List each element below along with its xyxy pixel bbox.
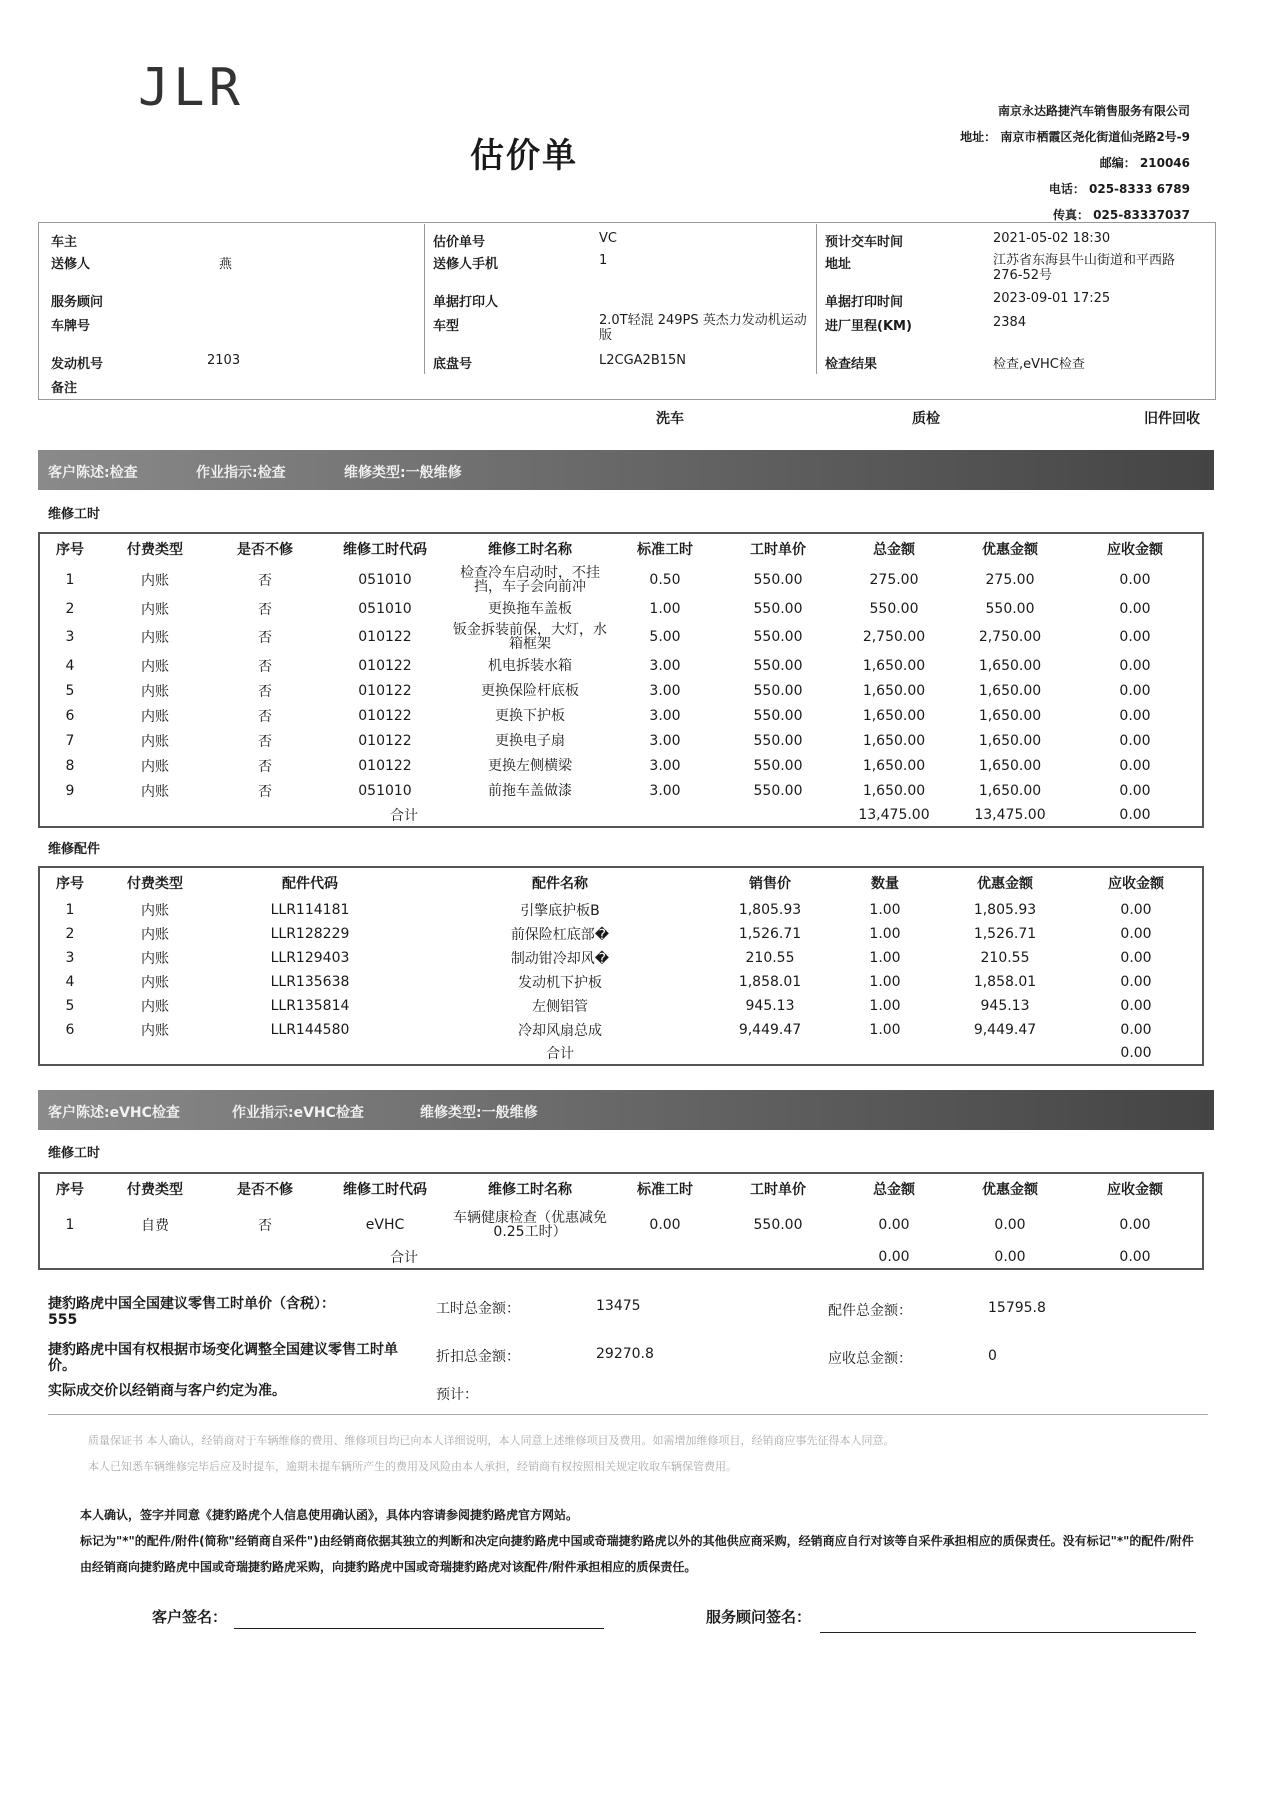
- vin-label: 底盘号: [433, 357, 473, 372]
- fine-print-line: 本人已知悉车辆维修完毕后应及时提车，逾期未提车辆所产生的费用及风险由本人承担，经销商有权按照相关规定收取车辆保管费用。: [88, 1460, 737, 1473]
- company-info: [960, 98, 1190, 228]
- table-cell: 0.00: [1119, 629, 1151, 646]
- parts-table: [38, 866, 1204, 1066]
- table-cell: 更换拖车盖板: [488, 600, 572, 617]
- wash-label: 洗车: [656, 411, 684, 427]
- table-cell: 7: [65, 733, 75, 750]
- jlr-logo: JLR: [138, 58, 244, 118]
- table-cell: 3.00: [649, 783, 681, 800]
- table-cell: 2: [65, 926, 75, 942]
- table-cell: 550.00: [753, 629, 803, 646]
- parts-header-row: [39, 867, 1203, 898]
- table-cell: 1,858.01: [738, 974, 802, 990]
- old-parts-label: 旧件回收: [1144, 411, 1200, 427]
- printer-label: 单据打印人: [433, 295, 499, 310]
- table-cell: 1,805.93: [738, 902, 802, 918]
- address-label: 地址: [825, 257, 852, 272]
- mileage-label: 进厂里程(KM): [825, 319, 912, 334]
- total-label: 合计: [390, 1250, 418, 1266]
- table-cell: 发动机下护板: [518, 975, 602, 991]
- table-cell: 内账: [141, 927, 169, 943]
- table-cell: 1,650.00: [978, 657, 1042, 674]
- table-cell: 检查冷车启动时，不挂挡，车子会向前冲: [460, 565, 600, 595]
- table-cell: 0.00: [1119, 600, 1151, 617]
- labor-total-discount: 13,475.00: [974, 807, 1046, 823]
- labor-total-row: [39, 804, 1203, 827]
- col-header: 总金额: [873, 542, 915, 558]
- table-cell: 左侧铝管: [532, 999, 588, 1015]
- labor2-total-row: [39, 1246, 1203, 1269]
- table-cell: 0.00: [878, 1217, 910, 1233]
- labor-total-receivable: 0.00: [1119, 807, 1151, 823]
- table-cell: 引擎底护板B: [520, 903, 600, 919]
- parts-total-label: 配件总金额：: [828, 1303, 912, 1319]
- table-cell: 0.00: [1120, 902, 1152, 918]
- consent-note-line: 本人确认，签字并同意《捷豹路虎个人信息使用确认函》，具体内容请参阅捷豹路虎官方网站。: [80, 1508, 579, 1522]
- table-cell: 内账: [141, 784, 169, 801]
- labor2-total-receivable: 0.00: [1119, 1249, 1151, 1265]
- table-cell: 更换电子扇: [495, 733, 565, 750]
- table-cell: 内账: [141, 708, 169, 725]
- sender-value: 燕: [219, 257, 233, 272]
- table-cell: 内账: [141, 951, 169, 967]
- estimate-no-value: VC: [599, 231, 617, 246]
- col-header: 序号: [56, 876, 84, 892]
- table-row: [39, 729, 1203, 754]
- customer-statement: 客户陈述:检查: [48, 465, 138, 481]
- sender-label: 送修人: [51, 257, 91, 272]
- table-cell: 1.00: [869, 926, 901, 942]
- table-cell: 钣金拆装前保，大灯，水箱框架: [453, 622, 607, 653]
- table-cell: 4: [65, 657, 75, 674]
- table-cell: 车辆健康检查（优惠减免0.25工时）: [453, 1210, 607, 1240]
- table-cell: 内账: [141, 734, 169, 751]
- table-cell: 1,650.00: [978, 783, 1042, 800]
- table-cell: 6: [65, 1022, 75, 1038]
- table-cell: 010122: [358, 758, 412, 775]
- retail-rate-note: [48, 1296, 408, 1328]
- col-header: 总金额: [873, 1182, 915, 1198]
- receivable-total-label: 应收总金额：: [828, 1351, 912, 1367]
- table-cell: 更换左侧横梁: [488, 758, 572, 775]
- table-cell: 否: [258, 708, 272, 725]
- labor2-total-amount: 0.00: [878, 1249, 910, 1265]
- vehicle-info-block: [38, 222, 1216, 400]
- customer-statement: 客户陈述:eVHC检查: [48, 1105, 180, 1121]
- info-divider: [816, 224, 817, 374]
- parts-total-value: 15795.8: [988, 1300, 1046, 1316]
- table-cell: 550.00: [753, 758, 803, 775]
- table-cell: 3: [65, 950, 75, 966]
- table-cell: 否: [258, 1218, 272, 1234]
- labor-total-value: 13475: [596, 1298, 641, 1314]
- table-cell: 6: [65, 707, 75, 724]
- table-cell: 1,650.00: [862, 783, 926, 800]
- vin-value: L2CGA2B15N: [599, 353, 687, 368]
- table-cell: 010122: [358, 682, 412, 699]
- table-cell: 1.00: [869, 1022, 901, 1038]
- table-cell: 内账: [141, 658, 169, 675]
- table-cell: 2: [65, 600, 75, 617]
- section-bar-inspection: [38, 450, 1214, 490]
- table-cell: 5: [65, 998, 75, 1014]
- adjust-note: 捷豹路虎中国有权根据市场变化调整全国建议零售工时单价。: [48, 1342, 398, 1374]
- table-cell: 1.00: [869, 950, 901, 966]
- table-cell: 8: [65, 758, 75, 775]
- table-cell: 3: [65, 629, 75, 646]
- table-cell: 否: [258, 759, 272, 776]
- table-cell: 否: [258, 630, 272, 647]
- table-row: [39, 898, 1203, 922]
- parts-total-row: [39, 1042, 1203, 1065]
- table-cell: 内账: [141, 975, 169, 991]
- col-header: 标准工时: [637, 542, 693, 558]
- table-cell: 945.13: [980, 998, 1030, 1014]
- table-cell: 0.00: [1119, 707, 1151, 724]
- total-label: 合计: [546, 1046, 574, 1062]
- col-header: 维修工时代码: [343, 1182, 427, 1198]
- col-header: 序号: [56, 1182, 84, 1198]
- col-header: 付费类型: [127, 1182, 183, 1198]
- table-cell: 1,650.00: [862, 657, 926, 674]
- table-row: [39, 1018, 1203, 1042]
- table-cell: 3.00: [649, 733, 681, 750]
- table-row: [39, 703, 1203, 728]
- repair-type: 维修类型:一般维修: [344, 465, 462, 481]
- table-cell: 010122: [358, 657, 412, 674]
- consent-note-line: 标记为"*"的配件/附件(简称"经销商自采件")由经销商依据其独立的判断和决定向捷豹路虎中国或奇瑞捷豹路虎以外的其他供应商采购，经销商应自行对该等自采件承担相应的质保责任。没有标记"*"的配件/附件: [80, 1534, 1194, 1548]
- table-row: [39, 946, 1203, 970]
- delivery-value: 2021-05-02 18:30: [993, 231, 1111, 246]
- table-cell: 1.00: [869, 902, 901, 918]
- table-cell: 275.00: [869, 572, 919, 588]
- actual-price-note: 实际成交价以经销商与客户约定为准。: [48, 1383, 286, 1399]
- labor2-section-title: 维修工时: [48, 1146, 101, 1161]
- table-row: [39, 564, 1203, 596]
- work-instruction: 作业指示:eVHC检查: [232, 1105, 364, 1121]
- table-cell: 0.00: [1120, 926, 1152, 942]
- col-header: 维修工时代码: [343, 542, 427, 558]
- table-cell: 275.00: [985, 572, 1035, 588]
- retail-rate-label: 捷豹路虎中国全国建议零售工时单价（含税）：: [48, 1296, 335, 1312]
- col-header: 工时单价: [750, 1182, 806, 1198]
- print-time-label: 单据打印时间: [825, 295, 904, 310]
- table-cell: 否: [258, 601, 272, 618]
- col-header: 应收金额: [1107, 1182, 1163, 1198]
- print-time-value: 2023-09-01 17:25: [993, 291, 1111, 306]
- table-cell: 1,650.00: [978, 682, 1042, 699]
- table-cell: 051010: [358, 600, 412, 617]
- table-cell: 1,650.00: [978, 758, 1042, 775]
- table-cell: 550.00: [985, 600, 1035, 617]
- table-cell: 1.00: [649, 600, 681, 617]
- estimate-label: 预计：: [436, 1387, 478, 1403]
- table-cell: 550.00: [753, 733, 803, 750]
- plate-label: 车牌号: [51, 319, 91, 334]
- col-header: 优惠金额: [982, 1182, 1038, 1198]
- total-label: 合计: [390, 808, 418, 824]
- col-header: 标准工时: [637, 1182, 693, 1198]
- old-parts-checkbox[interactable]: [1144, 408, 1200, 428]
- table-cell: 冷却风扇总成: [518, 1023, 602, 1039]
- qc-checkbox[interactable]: [912, 408, 940, 428]
- divider: [48, 1414, 1208, 1415]
- table-cell: 0.00: [1119, 758, 1151, 775]
- work-instruction: 作业指示:检查: [196, 465, 286, 481]
- table-cell: 3.00: [649, 657, 681, 674]
- table-cell: LLR128229: [270, 926, 350, 942]
- table-cell: 0.00: [649, 1217, 681, 1233]
- sender-phone-label: 送修人手机: [433, 257, 499, 272]
- company-postcode: 邮编： 210046: [1099, 156, 1190, 170]
- table-cell: 0.00: [1119, 657, 1151, 674]
- table-cell: 9,449.47: [973, 1022, 1037, 1038]
- table-cell: 制动钳冷却风�: [510, 951, 610, 967]
- table-cell: 550.00: [869, 600, 919, 617]
- table-cell: 否: [258, 683, 272, 700]
- consent-note-line: 由经销商向捷豹路虎中国或奇瑞捷豹路虎采购，向捷豹路虎中国或奇瑞捷豹路虎对该配件/附件承担相应的质保责任。: [80, 1560, 697, 1574]
- table-cell: 210.55: [745, 950, 795, 966]
- table-cell: 1,526.71: [973, 926, 1037, 942]
- table-cell: 010122: [358, 733, 412, 750]
- wash-checkbox[interactable]: [656, 408, 684, 428]
- col-header: 数量: [871, 876, 899, 892]
- table-cell: 更换保险杆底板: [481, 682, 579, 699]
- labor2-body: [39, 1204, 1203, 1246]
- table-cell: 否: [258, 784, 272, 801]
- discount-total-value: 29270.8: [596, 1346, 654, 1362]
- fine-print: [88, 1428, 1218, 1480]
- table-cell: 0.00: [1119, 572, 1151, 588]
- customer-signature-label: 客户签名：: [152, 1608, 228, 1626]
- table-cell: 3.00: [649, 758, 681, 775]
- advisor-signature-label: 服务顾问签名：: [706, 1608, 812, 1626]
- col-header: 付费类型: [127, 542, 183, 558]
- owner-label: 车主: [51, 235, 78, 250]
- table-cell: 550.00: [753, 783, 803, 800]
- table-cell: eVHC: [365, 1217, 405, 1233]
- labor-total-amount: 13,475.00: [858, 807, 930, 823]
- table-cell: 0.50: [649, 572, 681, 588]
- company-fax: 传真： 025-83337037: [1052, 208, 1190, 222]
- table-cell: 010122: [358, 629, 412, 646]
- remark-label: 备注: [51, 381, 78, 396]
- table-cell: 4: [65, 974, 75, 990]
- table-cell: 210.55: [980, 950, 1030, 966]
- table-row: [39, 922, 1203, 946]
- table-cell: 0.00: [1119, 1217, 1151, 1233]
- table-cell: 1,650.00: [978, 707, 1042, 724]
- evhc-labor-table: [38, 1172, 1204, 1270]
- table-cell: 9: [65, 783, 75, 800]
- company-phone: 电话： 025-8333 6789: [1048, 182, 1190, 196]
- table-cell: 051010: [358, 572, 412, 588]
- advisor-signature-line[interactable]: [820, 1632, 1196, 1633]
- page-title: 估价单: [470, 136, 578, 176]
- table-cell: 内账: [141, 573, 169, 589]
- table-cell: 前拖车盖做漆: [488, 783, 572, 800]
- table-cell: 550.00: [753, 657, 803, 674]
- table-cell: 内账: [141, 630, 169, 647]
- table-row: [39, 596, 1203, 621]
- col-header: 维修工时名称: [488, 542, 572, 558]
- table-cell: LLR144580: [270, 1022, 350, 1038]
- labor-body: [39, 564, 1203, 804]
- col-header: 优惠金额: [977, 876, 1033, 892]
- table-cell: 内账: [141, 601, 169, 618]
- labor-header-row: [39, 533, 1203, 564]
- table-cell: 内账: [141, 683, 169, 700]
- company-name: 南京永达路捷汽车销售服务有限公司: [997, 104, 1190, 118]
- table-cell: 2,750.00: [978, 629, 1042, 646]
- estimate-no-label: 估价单号: [433, 235, 486, 250]
- table-cell: 内账: [141, 999, 169, 1015]
- advisor-label: 服务顾问: [51, 295, 104, 310]
- table-cell: 945.13: [745, 998, 795, 1014]
- labor2-header-row: [39, 1173, 1203, 1204]
- table-cell: 2,750.00: [862, 629, 926, 646]
- inspection-label: 检查结果: [825, 357, 878, 372]
- col-header: 配件名称: [532, 876, 588, 892]
- table-cell: 1,805.93: [973, 902, 1037, 918]
- inspection-value: 检查,eVHC检查: [993, 357, 1085, 372]
- table-row: [39, 754, 1203, 779]
- table-cell: 9,449.47: [738, 1022, 802, 1038]
- table-cell: 0.00: [1120, 950, 1152, 966]
- table-cell: 1,650.00: [862, 707, 926, 724]
- table-cell: 1: [65, 1217, 75, 1233]
- table-cell: 1,526.71: [738, 926, 802, 942]
- table-cell: 3.00: [649, 682, 681, 699]
- table-cell: 1: [65, 572, 75, 588]
- table-cell: 0.00: [1119, 733, 1151, 750]
- consent-notes: [80, 1502, 1220, 1580]
- table-cell: 1,650.00: [862, 758, 926, 775]
- table-cell: 内账: [141, 759, 169, 776]
- table-cell: 550.00: [753, 600, 803, 617]
- table-cell: 010122: [358, 707, 412, 724]
- col-header: 优惠金额: [982, 542, 1038, 558]
- table-cell: 1,650.00: [978, 733, 1042, 750]
- sender-phone-value: 1: [599, 253, 608, 268]
- col-header: 配件代码: [282, 876, 338, 892]
- table-cell: 0.00: [1119, 682, 1151, 699]
- table-cell: 1.00: [869, 974, 901, 990]
- table-cell: 550.00: [753, 682, 803, 699]
- customer-signature-line[interactable]: [234, 1628, 604, 1629]
- col-header: 销售价: [749, 876, 791, 892]
- labor2-total-discount: 0.00: [994, 1249, 1026, 1265]
- table-cell: 否: [258, 734, 272, 751]
- parts-body: [39, 898, 1203, 1042]
- table-cell: 内账: [141, 903, 169, 919]
- table-cell: 0.00: [994, 1217, 1026, 1233]
- labor-table: [38, 532, 1204, 828]
- section-bar-evhc: [38, 1090, 1214, 1130]
- col-header: 维修工时名称: [488, 1182, 572, 1198]
- table-row: [39, 1204, 1203, 1246]
- delivery-label: 预计交车时间: [825, 235, 904, 250]
- table-cell: 0.00: [1119, 783, 1151, 800]
- col-header: 付费类型: [127, 876, 183, 892]
- table-cell: 1: [65, 902, 75, 918]
- table-cell: 内账: [141, 1023, 169, 1039]
- table-cell: 5: [65, 682, 75, 699]
- repair-type: 维修类型:一般维修: [420, 1105, 538, 1121]
- table-cell: 1.00: [869, 998, 901, 1014]
- labor-total-label: 工时总金额：: [436, 1301, 520, 1317]
- table-cell: 前保险杠底部�: [510, 927, 610, 943]
- table-cell: 1,650.00: [862, 682, 926, 699]
- table-cell: 1,858.01: [973, 974, 1037, 990]
- discount-total-label: 折扣总金额：: [436, 1349, 520, 1365]
- table-cell: 0.00: [1120, 1022, 1152, 1038]
- table-row: [39, 621, 1203, 653]
- table-cell: 0.00: [1120, 998, 1152, 1014]
- mileage-value: 2384: [993, 315, 1027, 330]
- table-row: [39, 678, 1203, 703]
- col-header: 序号: [56, 542, 84, 558]
- col-header: 工时单价: [750, 542, 806, 558]
- table-cell: 051010: [358, 783, 412, 800]
- table-cell: LLR114181: [270, 902, 350, 918]
- address-value: 江苏省东海县牛山街道和平西路276-52号: [993, 253, 1176, 283]
- table-cell: 550.00: [753, 707, 803, 724]
- fine-print-line: 质量保证书 本人确认，经销商对于车辆维修的费用、维修项目均已向本人详细说明，本人同意上述维修项目及费用。如需增加维修项目，经销商应事先征得本人同意。: [88, 1434, 895, 1447]
- parts-section-title: 维修配件: [48, 842, 101, 857]
- col-header: 是否不修: [237, 1182, 293, 1198]
- qc-label: 质检: [912, 411, 940, 427]
- table-cell: 否: [258, 658, 272, 675]
- info-divider: [424, 224, 425, 374]
- table-cell: 否: [258, 573, 272, 589]
- model-label: 车型: [433, 319, 460, 334]
- engine-value: 2103: [207, 353, 241, 368]
- labor-section-title: 维修工时: [48, 507, 101, 522]
- table-row: [39, 970, 1203, 994]
- engine-label: 发动机号: [51, 357, 104, 372]
- col-header: 应收金额: [1107, 542, 1163, 558]
- col-header: 是否不修: [237, 542, 293, 558]
- company-address: 地址： 南京市栖霞区尧化街道仙尧路2号-9: [960, 130, 1190, 144]
- table-cell: 更换下护板: [495, 707, 565, 724]
- parts-total-receivable: 0.00: [1120, 1045, 1152, 1061]
- receivable-total-value: 0: [988, 1348, 997, 1364]
- table-cell: LLR129403: [270, 950, 350, 966]
- retail-rate-value: 555: [48, 1312, 78, 1328]
- table-row: [39, 779, 1203, 804]
- table-cell: 机电拆装水箱: [488, 657, 572, 674]
- table-cell: 自费: [141, 1218, 169, 1234]
- table-cell: LLR135638: [270, 974, 350, 990]
- table-cell: 5.00: [649, 629, 681, 646]
- table-cell: 550.00: [753, 572, 803, 588]
- col-header: 应收金额: [1108, 876, 1164, 892]
- table-row: [39, 994, 1203, 1018]
- table-cell: 550.00: [753, 1217, 803, 1233]
- table-cell: 1,650.00: [862, 733, 926, 750]
- table-row: [39, 653, 1203, 678]
- table-cell: 3.00: [649, 707, 681, 724]
- model-value: 2.0T轻混 249PS 英杰力发动机运动版: [599, 313, 807, 343]
- table-cell: 0.00: [1120, 974, 1152, 990]
- table-cell: LLR135814: [270, 998, 350, 1014]
